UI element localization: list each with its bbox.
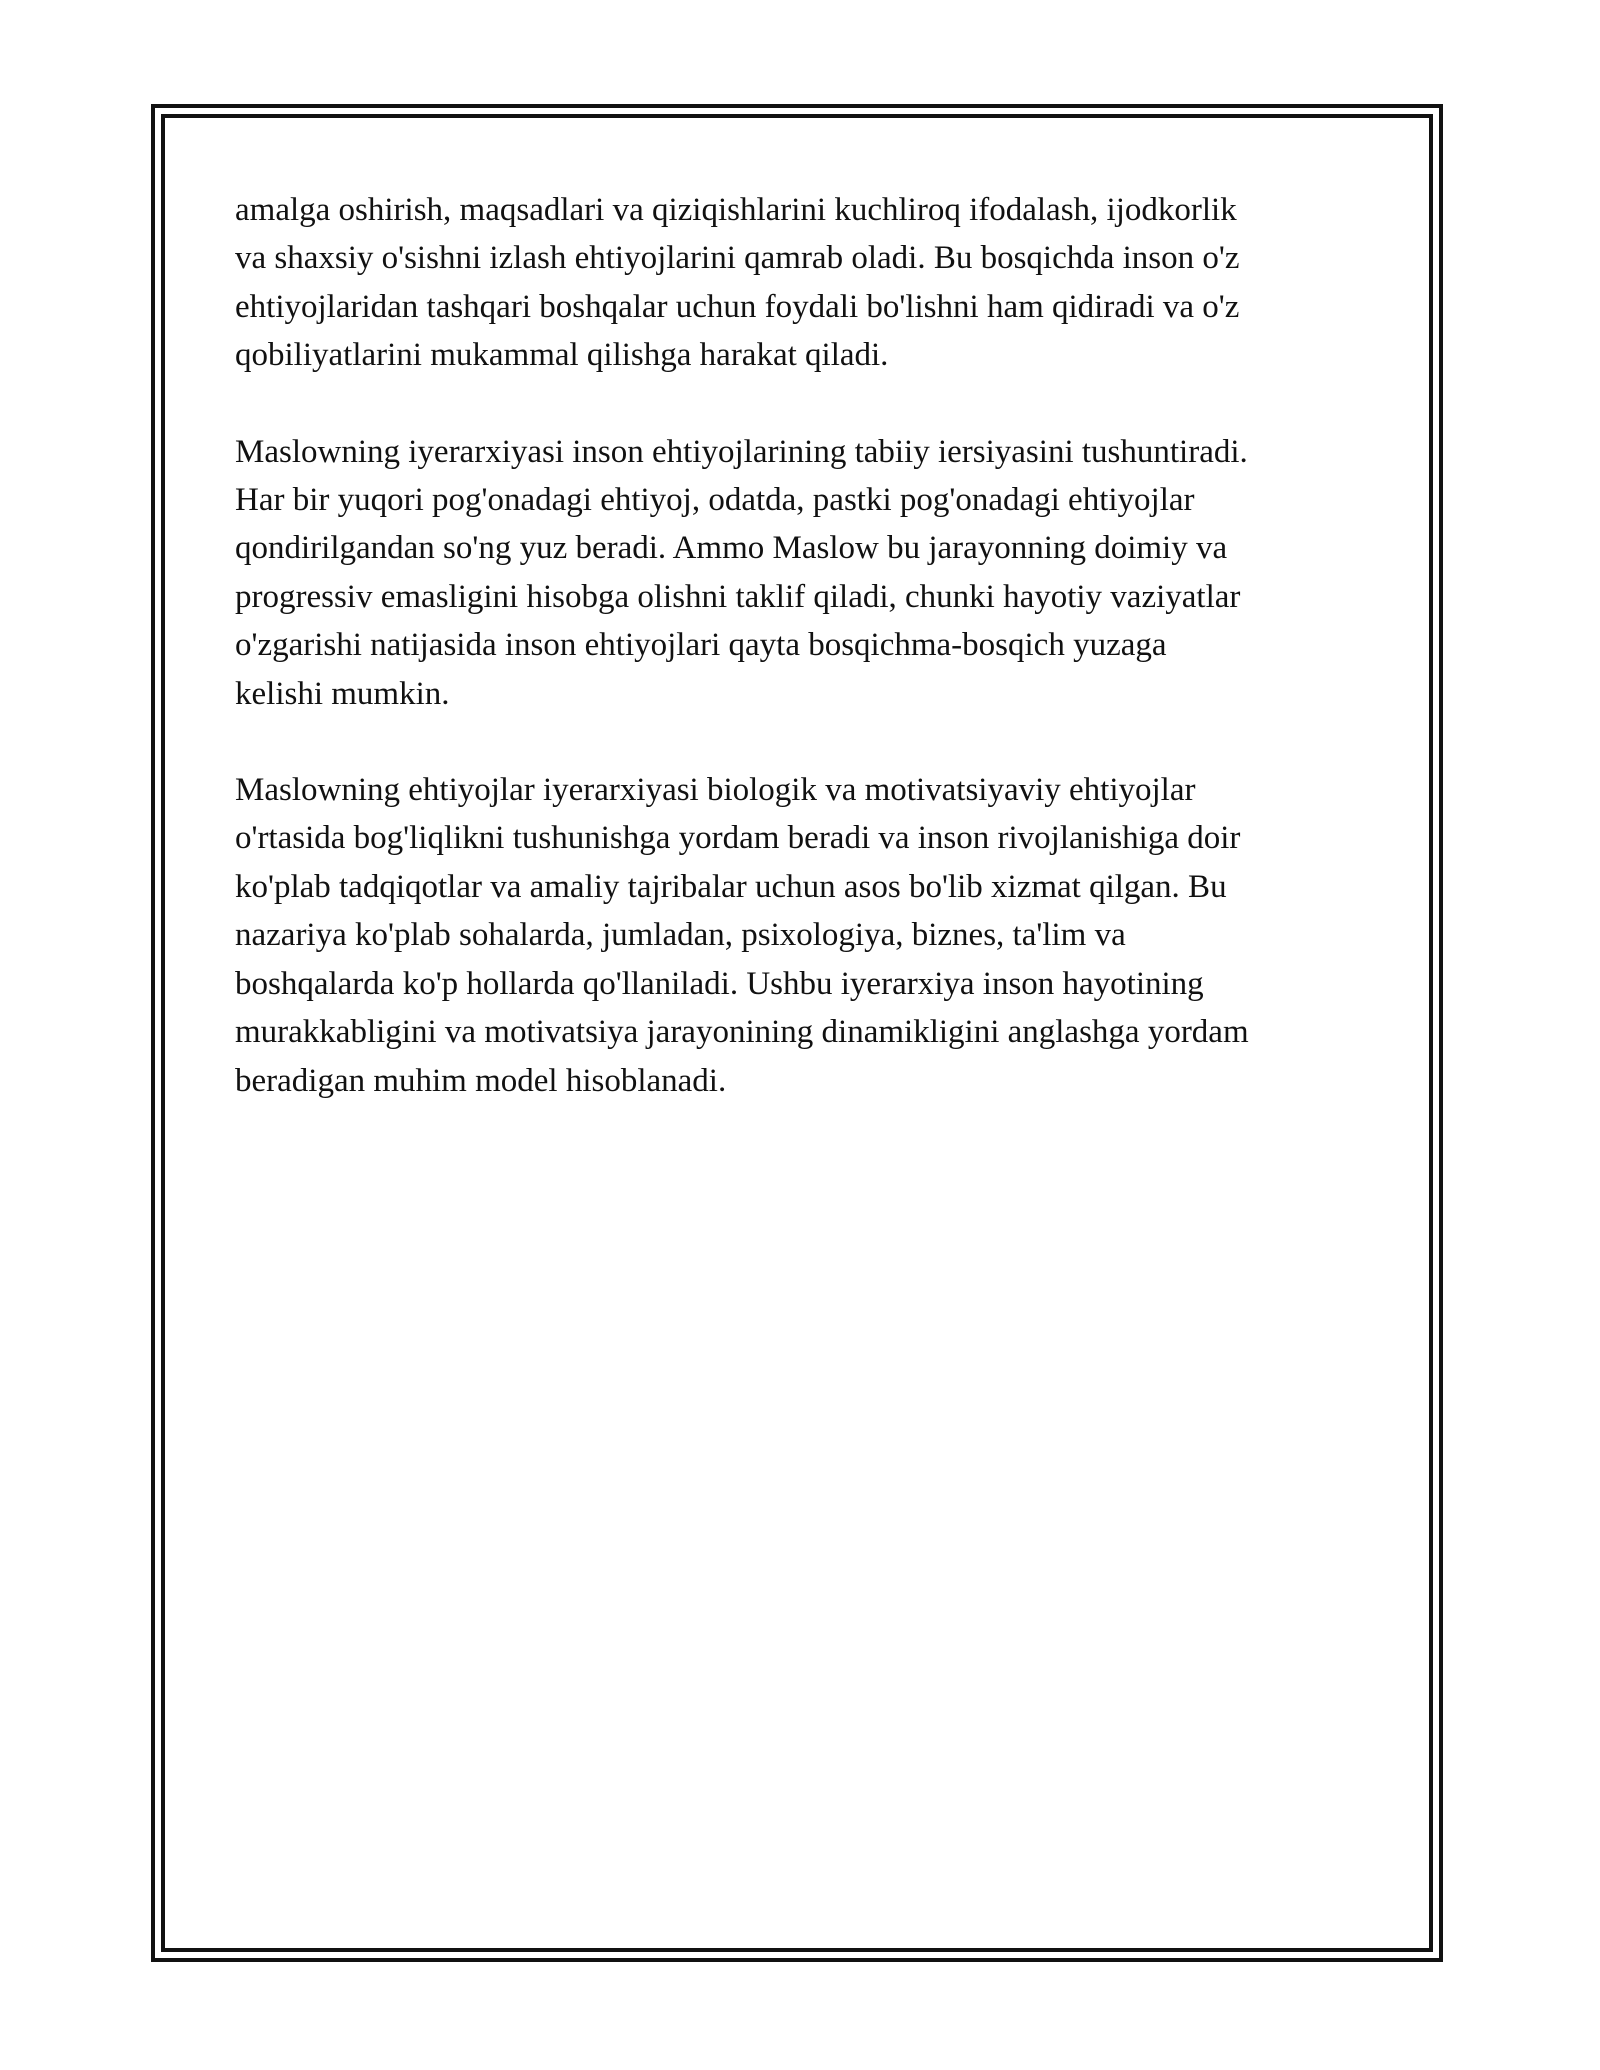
text-line: beradigan muhim model hisoblanadi. [235, 1062, 727, 1099]
document-body [235, 186, 1365, 1153]
text-line: Maslowning ehtiyojlar iyerarxiyasi biologik va motivatsiyaviy ehtiyojlar [235, 772, 1196, 809]
text-line: o'zgarishi natijasida inson ehtiyojlari qayta bosqichma-bosqich yuzaga [235, 627, 1167, 664]
text-line: amalga oshirish, maqsadlari va qiziqishlarini kuchliroq ifodalash, ijodkorlik [235, 192, 1237, 228]
text-line: Har bir yuqori pog'onadagi ehtiyoj, odatda, pastki pog'onadagi ehtiyojlar [235, 482, 1195, 519]
text-line: kelishi mumkin. [235, 675, 450, 712]
text-line: ehtiyojlaridan tashqari boshqalar uchun foydali bo'lishni ham qidiradi va o'z [235, 288, 1240, 325]
paragraph-2 [235, 428, 1365, 718]
text-line: murakkabligini va motivatsiya jarayonining dinamikligini anglashga yordam [235, 1014, 1249, 1051]
text-line: boshqalarda ko'p hollarda qo'llaniladi. Ushbu iyerarxiya inson hayotining [235, 965, 1204, 1002]
text-line: qondirilgandan so'ng yuz beradi. Ammo Maslow bu jarayonning doimiy va [235, 530, 1228, 567]
text-line: nazariya ko'plab sohalarda, jumladan, psixologiya, biznes, ta'lim va [235, 917, 1126, 954]
paragraph-1 [235, 186, 1365, 380]
text-line: ko'plab tadqiqotlar va amaliy tajribalar uchun asos bo'lib xizmat qilgan. Bu [235, 868, 1227, 905]
text-line: o'rtasida bog'liqlikni tushunishga yordam beradi va inson rivojlanishiga doir [235, 820, 1241, 857]
text-line: va shaxsiy o'sishni izlash ehtiyojlarini qamrab oladi. Bu bosqichda inson o'z [235, 240, 1240, 277]
paragraph-3 [235, 766, 1365, 1105]
text-line: Maslowning iyerarxiyasi inson ehtiyojlarining tabiiy iersiyasini tushuntiradi. [235, 433, 1248, 470]
text-line: qobiliyatlarini mukammal qilishga harakat qiladi. [235, 337, 889, 374]
text-line: progressiv emasligini hisobga olishni taklif qiladi, chunki hayotiy vaziyatlar [235, 578, 1241, 615]
